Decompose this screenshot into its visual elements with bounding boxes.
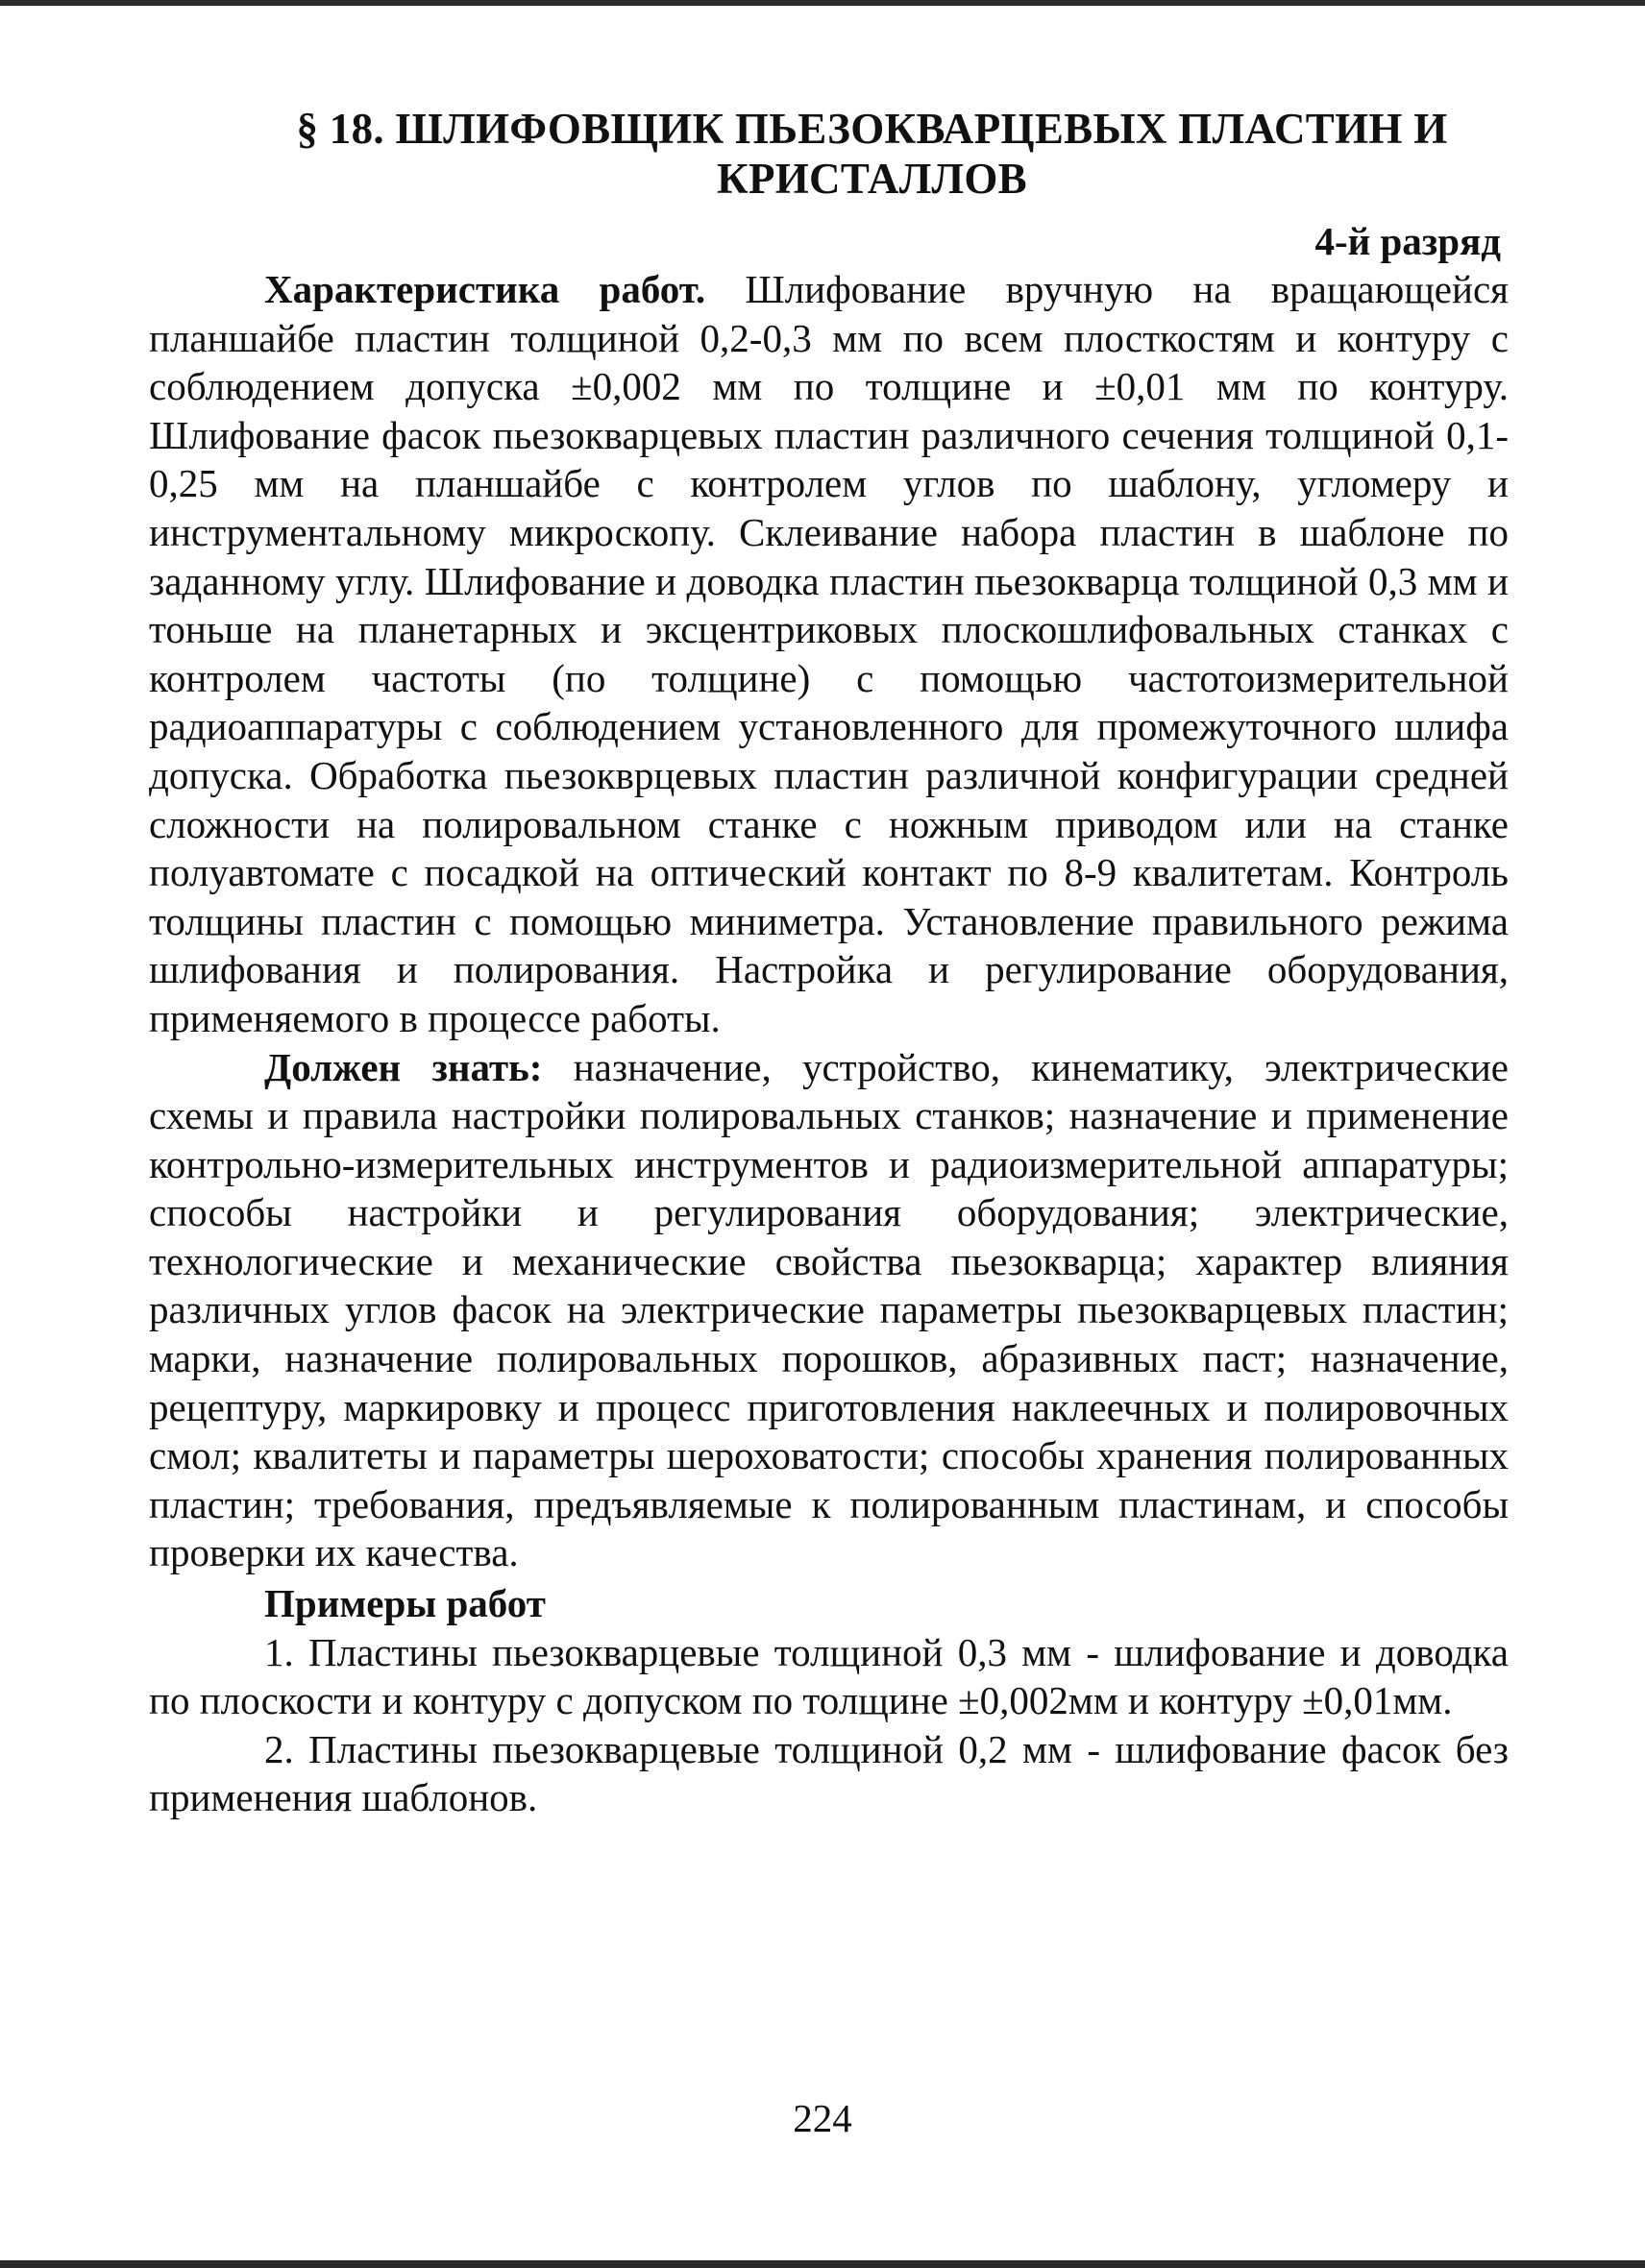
work-characteristics-paragraph bbox=[149, 265, 1509, 1043]
example-item: 2. Пластины пьезокварцевые толщиной 0,2 мм - шлифование фасок без применения шаблонов. bbox=[149, 1726, 1509, 1820]
section-title: § 18. ШЛИФОВЩИК ПЬЕЗОКВАРЦЕВЫХ ПЛАСТИН И КРИСТАЛЛОВ bbox=[296, 105, 1448, 203]
work-characteristics-heading: Характеристика работ. bbox=[264, 267, 706, 311]
must-know-text: назначение, устройство, кинематику, электрические схемы и правила настройки полировальных станков; назначение и применение контрольно-измерительных инструментов и радиоизмерительной аппаратуры; способы настройки и регулирования оборудования; электрические, технологические и механические свойства пьезокварца; характер влияния различных углов фасок на электрические параметры пьезокварцевых пластин; марки, назначение полировальных порошков, абразивных паст; назначение, рецептуру, маркировку и процесс приготовления наклеечных и полировочных смол; квалитеты и параметры шероховатости; способы хранения полированных пластин; требования, предъявляемые к полированным пластинам, и способы проверки их качества. bbox=[149, 1044, 1509, 1575]
example-item: 1. Пластины пьезокварцевые толщиной 0,3 мм - шлифование и доводка по плоскости и контуру с допуском по толщине ±0,002мм и контуру ±0,01мм. bbox=[149, 1629, 1509, 1723]
examples-heading: Примеры работ bbox=[264, 1581, 546, 1626]
scan-border-top bbox=[0, 0, 1645, 6]
page-content bbox=[149, 104, 1509, 1822]
page-number: 224 bbox=[793, 2096, 852, 2140]
must-know-heading: Должен знать: bbox=[264, 1044, 543, 1089]
scan-border-bottom bbox=[0, 2260, 1645, 2268]
work-characteristics-text: Шлифование вручную на вращающейся планшайбе пластин толщиной 0,2-0,3 мм по всем плосткостям и контуру с соблюдением допуска ±0,002 мм по толщине и ±0,01 мм по контуру. Шлифование фасок пьезокварцевых пластин различного сечения толщиной 0,1-0,25 мм на планшайбе с контролем углов по шаблону, угломеру и инструментальному микроскопу. Склеивание набора пластин в шаблоне по заданному углу. Шлифование и доводка пластин пьезокварца толщиной 0,3 мм и тоньше на планетарных и эксцентриковых плоскошлифовальных станках с контролем частоты (по толщине) с помощью частотоизмерительной радиоаппаратуры с соблюдением установленного для промежуточного шлифа допуска. Обработка пьезокврцевых пластин различной конфигурации средней сложности на полировальном станке с ножным приводом или на станке полуавтомате с посадкой на оптический контакт по 8-9 квалитетам. Контроль толщины пластин с помощью миниметра. Установление правильного режима шлифования и полирования. Настройка и регулирование оборудования, применяемого в процессе работы. bbox=[149, 267, 1509, 1040]
grade-heading: 4-й разряд bbox=[1314, 219, 1501, 263]
must-know-paragraph bbox=[149, 1043, 1509, 1578]
